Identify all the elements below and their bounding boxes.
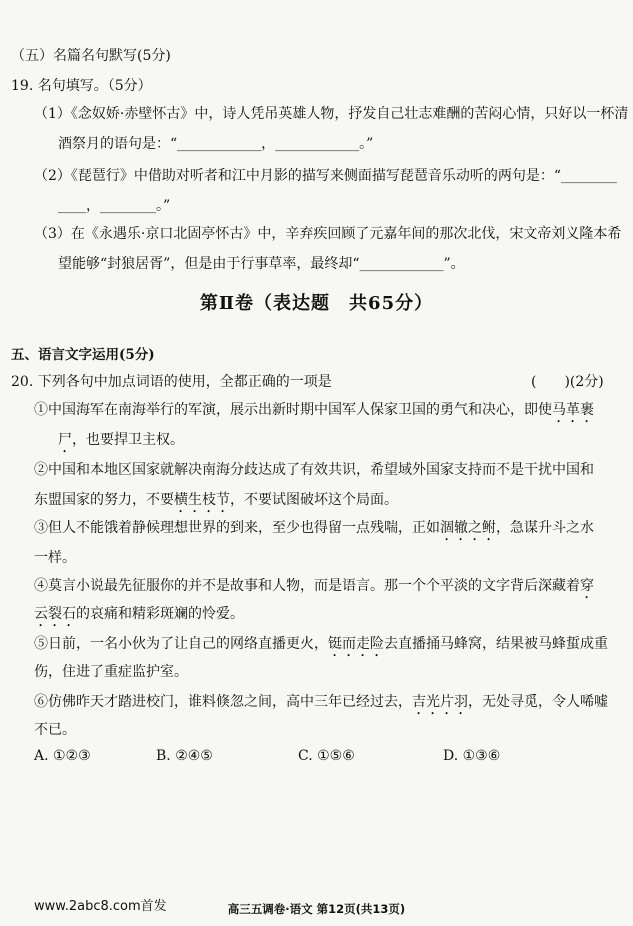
option1-dotted-word: 马革裹	[552, 402, 594, 418]
footer-page-number: 高三五调卷·语文 第12页(共13页)	[227, 902, 406, 916]
option6-text: ⑥仿佛昨天才踏进校门，谁料倏忽之间，高中三年已经过去，	[34, 694, 412, 710]
option4-dotted-start: 穿	[580, 578, 594, 594]
q20-option4-line1	[34, 576, 594, 602]
option4-rest: 的哀痛和精彩斑斓的怜爱。	[76, 606, 244, 622]
q19-item1-line1: （1）《念奴娇·赤壁怀古》中，诗人凭吊英雄人物，抒发自己壮志难酬的苦闷心情，只好以一杯清	[34, 106, 629, 122]
option5-text: ⑤日前，一名小伙为了让自己的网络直播更火，	[34, 636, 328, 652]
q19-item2-line2: ____，________。”	[58, 198, 171, 214]
q20-option1-line2	[58, 430, 184, 456]
q20-option6-line2: 不已。	[34, 722, 76, 738]
option2-dotted-word: 横生枝节	[174, 492, 230, 508]
q19-item3-line1: （3）在《永遇乐·京口北固亭怀古》中，辛弃疾回顾了元嘉年间的那次北伐，宋文帝刘义隆本希	[34, 226, 622, 242]
q20-option3-line2: 一样。	[34, 550, 76, 566]
q20-option5-line1	[34, 634, 608, 660]
option3-dotted-word: 涸辙之鲋	[440, 520, 496, 536]
q20-option5-line2: 伤，住进了重症监护室。	[34, 664, 188, 680]
q19-stem: 19. 名句填写。（5分）	[11, 78, 152, 94]
option5-rest: 去直播捅马蜂窝，结果被马蜂蜇成重	[384, 636, 608, 652]
q19-item2-line1: （2）《琵琶行》中借助对听者和江中月影的描写来侧面描写琵琶音乐动听的两句是：“________	[34, 168, 618, 184]
option3-rest: ，急谋升斗之水	[496, 520, 594, 536]
choice-c: C. ①⑤⑥	[298, 748, 355, 764]
q20-option6-line1	[34, 692, 608, 718]
choice-d: D. ①③⑥	[443, 748, 501, 764]
q20-score: ( )(2分)	[531, 374, 604, 390]
q20-option4-line2	[34, 604, 244, 630]
option6-dotted-word: 吉光片羽	[412, 694, 468, 710]
q20-stem: 20. 下列各句中加点词语的使用，全都正确的一项是	[11, 374, 332, 390]
q20-option2-line2	[34, 490, 398, 516]
section-5-title: 五、语言文字运用(5分)	[11, 347, 155, 363]
option3-text: ③但人不能饿着静候理想世界的到来，至少也得留一点残喘，正如	[34, 520, 440, 536]
option2-rest: ，不要试图破坏这个局面。	[230, 492, 398, 508]
option1-rest: ，也要捍卫主权。	[72, 432, 184, 448]
volume-2-heading: 第Ⅱ卷（表达题 共65分）	[199, 293, 434, 314]
option6-rest: ，无处寻觅，令人唏嘘	[468, 694, 608, 710]
choice-b: B. ②④⑤	[156, 748, 213, 764]
choice-a: A. ①②③	[34, 748, 91, 764]
q19-item3-line2: 望能够“封狼居胥”，但是由于行事草率，最终却“____________”。	[58, 256, 465, 272]
option1-dotted-end: 尸	[58, 432, 72, 448]
option4-dotted-word: 云裂石	[34, 606, 76, 622]
footer-site: www.2abc8.com首发	[34, 899, 167, 914]
section-4-title: （五）名篇名句默写(5分)	[11, 48, 171, 64]
q19-item1-line2: 酒祭月的语句是：“____________，____________。”	[58, 136, 374, 152]
option5-dotted-word: 铤而走险	[328, 636, 384, 652]
q20-option2-line1: ②中国和本地区国家就解决南海分歧达成了有效共识，希望域外国家支持而不是干扰中国和	[34, 462, 594, 478]
option1-text: ①中国海军在南海举行的军演，展示出新时期中国军人保家卫国的勇气和决心，即使	[34, 402, 552, 418]
q20-option3-line1	[34, 518, 594, 544]
option2-text: 东盟国家的努力，不要	[34, 492, 174, 508]
q20-option1-line1	[34, 400, 594, 426]
option4-text: ④莫言小说最先征服你的并不是故事和人物，而是语言。那一个个平淡的文字背后深藏着	[34, 578, 580, 594]
